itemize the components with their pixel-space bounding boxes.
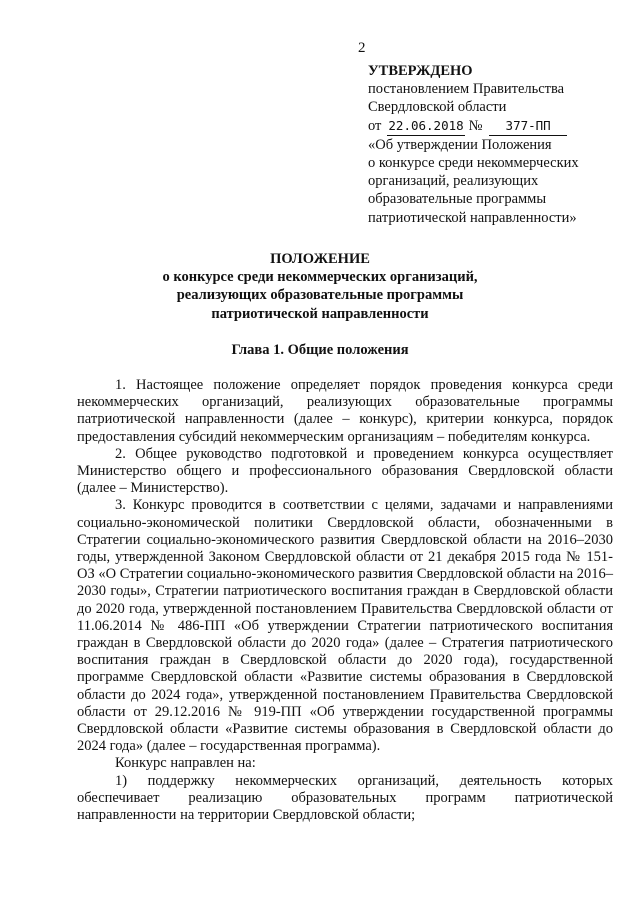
approval-number: 377-ПП xyxy=(489,117,567,136)
paragraph-4: Конкурс направлен на: xyxy=(115,755,256,772)
title-line: реализующих образовательные программы xyxy=(176,287,464,304)
approval-subject-line: «Об утверждении Положения xyxy=(368,136,552,153)
approval-heading: УТВЕРЖДЕНО xyxy=(368,63,473,79)
document-body xyxy=(77,377,613,824)
approval-line: постановлением Правительства xyxy=(368,81,565,98)
paragraph-2: 2. Общее руководство подготовкой и проведением конкурса осуществляет Министерство общего и профессионального образования Свердловской области (далее – Министерство). xyxy=(77,445,613,497)
title-line: ПОЛОЖЕНИЕ xyxy=(270,251,370,267)
date-prefix: от xyxy=(368,117,382,134)
approval-date-line xyxy=(368,117,623,136)
paragraph-1: 1. Настоящее положение определяет порядок проведения конкурса среди некоммерческих организаций, реализующих образовательные программы патриотической направленности (далее – конкурс), критерии конкурса, порядок предоставления субсидий некоммерческим организациям – победителям конкурса. xyxy=(77,377,613,445)
approval-date: 22.06.2018 xyxy=(387,117,465,136)
paragraph-5: 1) поддержку некоммерческих организаций, деятельность которых обеспечивает реализацию образовательных программ патриотической направленности на территории Свердловской области; xyxy=(77,772,613,824)
approval-stamp xyxy=(368,62,623,227)
approval-subject-line: о конкурсе среди некоммерческих xyxy=(368,155,579,172)
page-number: 2 xyxy=(358,40,366,56)
chapter-heading: Глава 1. Общие положения xyxy=(231,342,409,358)
approval-subject-line: образовательные программы xyxy=(368,191,547,208)
approval-subject-line: организаций, реализующих xyxy=(368,173,539,190)
approval-subject-line: патриотической направленности» xyxy=(368,209,577,226)
document-title xyxy=(0,250,640,323)
number-sign: № xyxy=(468,117,483,134)
title-line: о конкурсе среди некоммерческих организаций, xyxy=(162,269,478,286)
approval-line: Свердловской области xyxy=(368,99,507,116)
paragraph-3: 3. Конкурс проводится в соответствии с целями, задачами и направлениями социально-экономической политики Свердловской области, обозначенными в Стратегии социально-экономического развития Свердловской области на 2016–2030 годы, утвержденной Законом Свердловской области от 21 декабря 2015 года № 151-ОЗ «О Стратегии социально-экономического развития Свердловской области на 2016–2030 годы», Стратегии патриотического воспитания граждан в Свердловской области до 2020 года, утвержденной постановлением Правительства Свердловской области от 11.06.2014 № 486-ПП «Об утверждении Стратегии патриотического воспитания граждан в Свердловской области до 2020 года» (далее – Стратегия патриотического воспитания граждан в Свердловской области до 2020 года), государственной программе Свердловской области «Развитие системы образования в Свердловской области до 2024 года», утвержденной постановлением Правительства Свердловской области от 29.12.2016 № 919-ПП «Об утверждении государственной программы Свердловской области «Развитие системы образования в Свердловской области до 2024 года» (далее – государственная программа). xyxy=(77,497,613,755)
title-line: патриотической направленности xyxy=(211,305,429,322)
